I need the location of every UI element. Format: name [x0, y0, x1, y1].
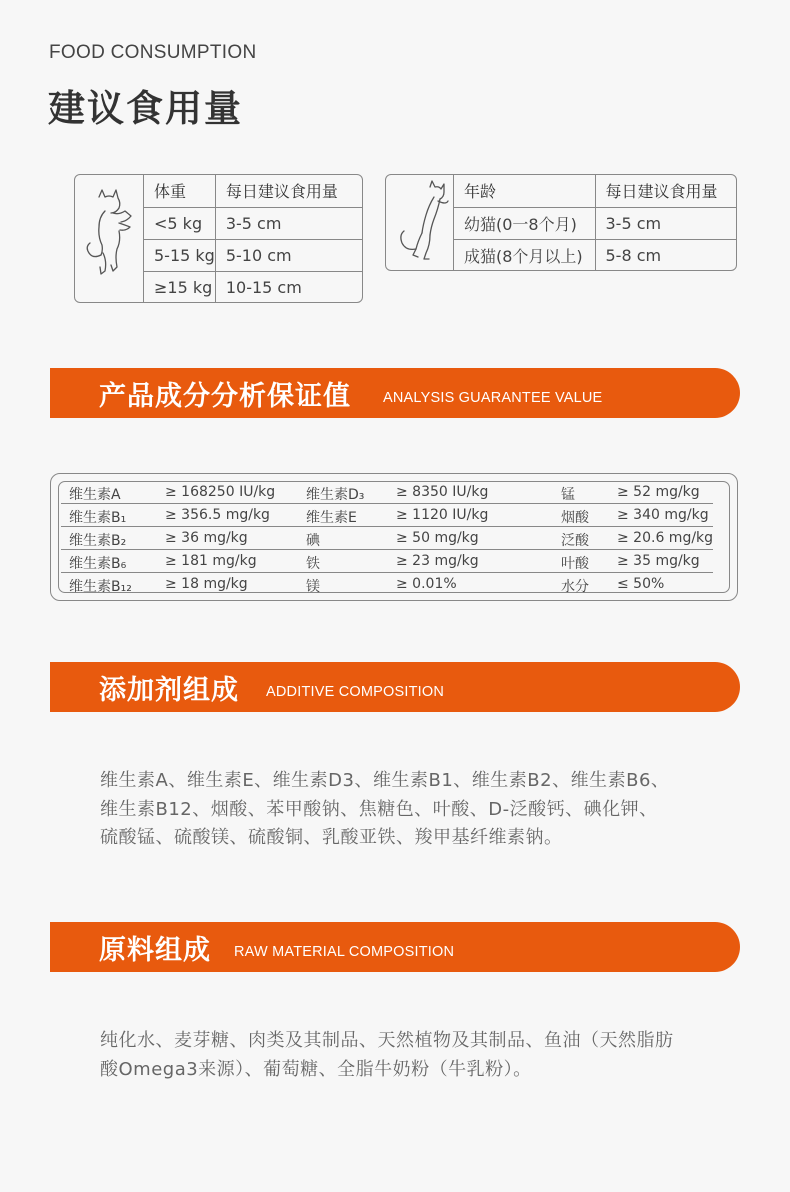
additive-banner	[50, 662, 740, 712]
amount-cell: 5-10 cm	[215, 239, 363, 271]
additive-title-cn: 添加剂组成	[99, 675, 239, 706]
analysis-title-cn: 产品成分分析保证值	[99, 381, 351, 412]
raw-material-banner	[50, 922, 740, 972]
nutrient-name: 维生素E	[306, 510, 357, 526]
amount-cell: 3-5 cm	[215, 207, 363, 239]
nutrient-value: ≥ 168250 IU/kg	[165, 484, 276, 500]
nutrient-name: 维生素B₂	[69, 533, 127, 549]
weight-col-header: 体重	[144, 175, 215, 207]
weight-cell: 5-15 kg	[144, 239, 215, 271]
nutrient-name: 镁	[306, 579, 320, 595]
weight-table	[74, 174, 363, 303]
nutrient-value: ≥ 18 mg/kg	[165, 576, 248, 592]
table-header-row	[454, 175, 737, 207]
nutrient-name: 维生素B₁₂	[69, 579, 132, 595]
section-title: 建议食用量	[48, 87, 243, 130]
paragraph-line: 维生素B12、烟酸、苯甲酸钠、焦糖色、叶酸、D-泛酸钙、碘化钾、	[100, 798, 658, 820]
nutrient-value: ≥ 23 mg/kg	[396, 553, 479, 569]
nutrient-value: ≥ 0.01%	[396, 576, 457, 592]
amount-cell: 3-5 cm	[595, 207, 737, 239]
table-row	[454, 207, 737, 239]
cat-standing-icon	[75, 175, 144, 302]
age-col-header: 年龄	[454, 175, 595, 207]
table-row	[61, 550, 713, 573]
nutrient-value: ≥ 1120 IU/kg	[396, 507, 489, 523]
nutrient-value: ≥ 181 mg/kg	[165, 553, 257, 569]
nutrient-value: ≥ 340 mg/kg	[617, 507, 709, 523]
paragraph-line: 纯化水、麦芽糖、肉类及其制品、天然植物及其制品、鱼油（天然脂肪	[100, 1030, 674, 1051]
table-row	[144, 271, 363, 303]
nutrient-name: 维生素A	[69, 487, 121, 503]
nutrient-value: ≥ 20.6 mg/kg	[617, 530, 714, 546]
additive-title-en: ADDITIVE COMPOSITION	[266, 684, 445, 700]
table-row	[454, 239, 737, 271]
amount-cell: 10-15 cm	[215, 271, 363, 303]
nutrient-name: 铁	[306, 556, 320, 572]
nutrient-value: ≥ 36 mg/kg	[165, 530, 248, 546]
weight-cell: ≥15 kg	[154, 277, 213, 297]
nutrient-value: ≥ 52 mg/kg	[617, 484, 700, 500]
nutrient-name: 烟酸	[561, 510, 589, 526]
cat-jumping-icon	[386, 175, 454, 270]
raw-material-paragraph	[100, 1027, 720, 1084]
additive-paragraph	[100, 767, 720, 853]
nutrient-name: 维生素B₆	[69, 556, 127, 572]
section-subtitle-en: FOOD CONSUMPTION	[49, 42, 257, 63]
table-row	[144, 239, 363, 271]
amount-col-header: 每日建议食用量	[595, 175, 737, 207]
nutrient-value: ≤ 50%	[617, 576, 665, 592]
amount-cell: 5-8 cm	[595, 239, 737, 271]
table-header-row	[144, 175, 363, 207]
analysis-banner	[50, 368, 740, 418]
table-row	[61, 504, 713, 527]
nutrient-name: 水分	[561, 579, 589, 595]
nutrient-name: 碘	[306, 533, 320, 549]
cat-jumping-icon-cell	[386, 175, 454, 270]
table-row	[61, 573, 713, 596]
paragraph-line: 维生素A、维生素E、维生素D3、维生素B1、维生素B2、维生素B6、	[100, 770, 670, 791]
nutrient-name: 维生素D₃	[306, 487, 365, 503]
table-row	[144, 207, 363, 239]
nutrient-name: 维生素B₁	[69, 510, 127, 526]
table-row	[61, 481, 713, 504]
nutrient-value: ≥ 50 mg/kg	[396, 530, 479, 546]
nutrient-name: 锰	[561, 487, 575, 503]
nutrient-value: ≥ 8350 IU/kg	[396, 484, 489, 500]
amount-col-header: 每日建议食用量	[215, 175, 363, 207]
nutrient-name: 叶酸	[561, 556, 589, 572]
weight-cell: <5 kg	[144, 207, 215, 239]
nutrient-value: ≥ 35 mg/kg	[617, 553, 700, 569]
analysis-title-en: ANALYSIS GUARANTEE VALUE	[383, 390, 603, 406]
raw-title-en: RAW MATERIAL COMPOSITION	[234, 944, 455, 960]
analysis-table	[50, 473, 738, 601]
paragraph-line: 硫酸锰、硫酸镁、硫酸铜、乳酸亚铁、羧甲基纤维素钠。	[100, 827, 563, 848]
raw-title-cn: 原料组成	[99, 935, 211, 966]
nutrient-value: ≥ 356.5 mg/kg	[165, 507, 270, 523]
paragraph-line: 酸Omega3来源）、葡萄糖、全脂牛奶粉（牛乳粉）。	[100, 1058, 532, 1080]
nutrient-name: 泛酸	[561, 533, 589, 549]
age-table	[385, 174, 737, 271]
age-cell: 幼猫(0一8个月)	[454, 207, 595, 239]
table-row	[61, 527, 713, 550]
cat-standing-icon-cell	[75, 175, 144, 302]
age-cell: 成猫(8个月以上)	[464, 246, 583, 266]
